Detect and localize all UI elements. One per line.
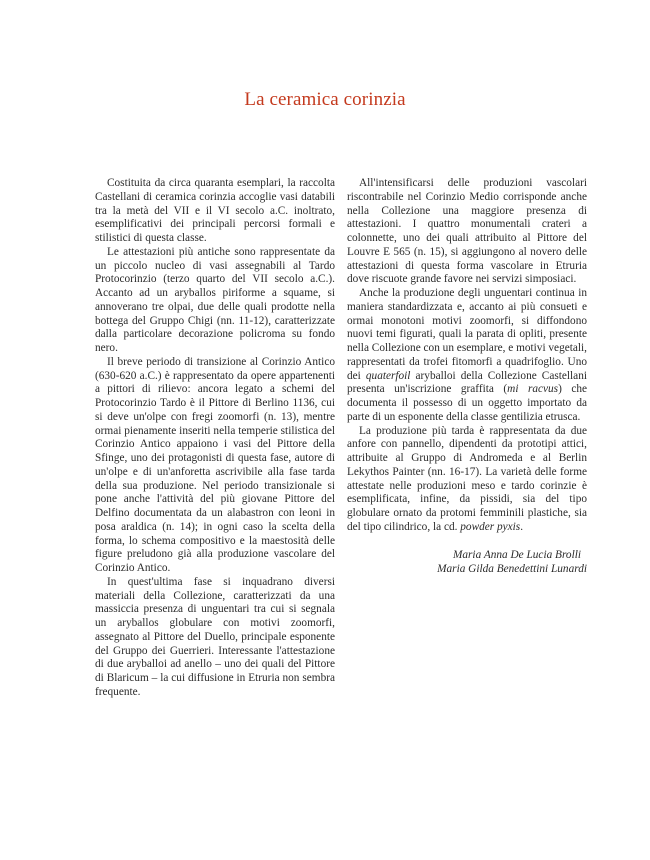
text-run: La produzione più tarda è rappresentata da due anfore con pannello, dipendenti da prototipi attici, attribuite al Gruppo di Andromeda e al Berlin Lekythos Painter (nn. 16-17). La varietà delle forme attestate nelle produzioni meso e tardo corinzie è esemplificata, infine, da pissidi, sia del tipo globulare ornato da protomi femminili plastiche, sia del tipo cilindrico, la cd. (347, 424, 587, 533)
italic-term: powder pyxis (460, 520, 521, 533)
paragraph-intro: Costituita da circa quaranta esemplari, la raccolta Castellani di ceramica corinzia accoglie vasi databili tra la metà del VII e il VI secolo a.C. inoltrato, esemplificativi dei principali percorsi formali e stilistici di questa classe. (95, 177, 335, 244)
italic-term: quaterfoil (365, 369, 411, 382)
paragraph-early-corinthian: In quest'ultima fase si inquadrano diversi materiali della Collezione, caratterizzati da una massiccia presenza di unguentari tra cui si segnala un aryballos globulare con motivi zoomorfi, assegnato al Pittore del Duello, principale esponente del Gruppo dei Guerrieri. Interessante l'attestazione di due aryballoi ad anello – uno dei quali del Pittore di Blaricum – la cui diffusione in Etruria non sembra frequente. (95, 575, 335, 698)
paragraph-protocorinthian: Le attestazioni più antiche sono rappresentate da un piccolo nucleo di vasi assegnabili al Tardo Protocorinzio (terzo quarto del VII secolo a.C.). Accanto ad un aryballos piriforme a squame, si annoverano tre olpai, due delle quali prodotte nella bottega del Gruppo Chigi (nn. 11-12), caratterizzate dalla particolare decorazione policroma su fondo nero. (95, 245, 335, 354)
paragraph-unguentari (347, 287, 587, 425)
text-run: Anche la produzione degli unguentari continua in maniera standardizzata e, accanto ai più consueti e ormai monotoni motivi zoomorfi, si diffondono nuovi temi figurati, quali la parata di opliti, presente nella Collezione con un esemplare, e motivi vegetali, rappresentati da trofei fitomorfi a quadrifoglio. Uno dei (347, 287, 587, 382)
paragraph-late-production (347, 425, 587, 535)
text-run: ) che documenta il possesso di un oggetto importato da parte di un esponente della classe gentilizia etrusca. (347, 383, 587, 423)
text-run: . (520, 520, 524, 533)
page-title: La ceramica corinzia (244, 89, 406, 110)
author-signatures (347, 548, 587, 576)
italic-inscription: mi racvus (507, 383, 559, 396)
text-column-right (347, 177, 587, 576)
paragraph-middle-corinthian: All'intensificarsi delle produzioni vascolari riscontrabile nel Corinzio Medio corrisponde anche nella Collezione una maggiore presenza di attestazioni. I quattro monumentali crateri a colonnette, uno dei quali attribuito al Pittore del Louvre E 565 (n. 15), si aggiungono al novero delle attestazioni di questa forma vascolare in Etruria dove riscuote grande favore nei servizi simposiaci. (347, 177, 587, 286)
text-run: aryballoi della Collezione Castellani presenta un'iscrizione graffita ( (347, 369, 587, 396)
text-column-left (95, 177, 335, 700)
paragraph-transition: Il breve periodo di transizione al Corinzio Antico (630-620 a.C.) è rappresentato da opere appartenenti a pittori di rilievo: ancora legato a schemi del Protocorinzio Tardo è il Pittore di Berlino 1136, cui si deve un'olpe con fregi zoomorfi (n. 13), mentre ormai pienamente inseriti nella temperie stilistica del Corinzio Antico appaiono i vasi del Pittore della Sfinge, uno dei protagonisti di questa fase, autore di un'olpe e di un'anforetta ascrivibile alla fase tarda della sua produzione. Nel periodo transizionale si pone anche l'attività del più giovane Pittore del Delfino documentata da un alabastron con leoni in posa araldica (n. 14); in ogni caso la scelta della forma, lo schema compositivo e la maestosità delle figure preludono già alla produzione vascolare del Corinzio Antico. (95, 355, 335, 574)
author-name: Maria Gilda Benedettini Lunardi (437, 562, 587, 575)
author-name: Maria Anna De Lucia Brolli (452, 548, 581, 561)
